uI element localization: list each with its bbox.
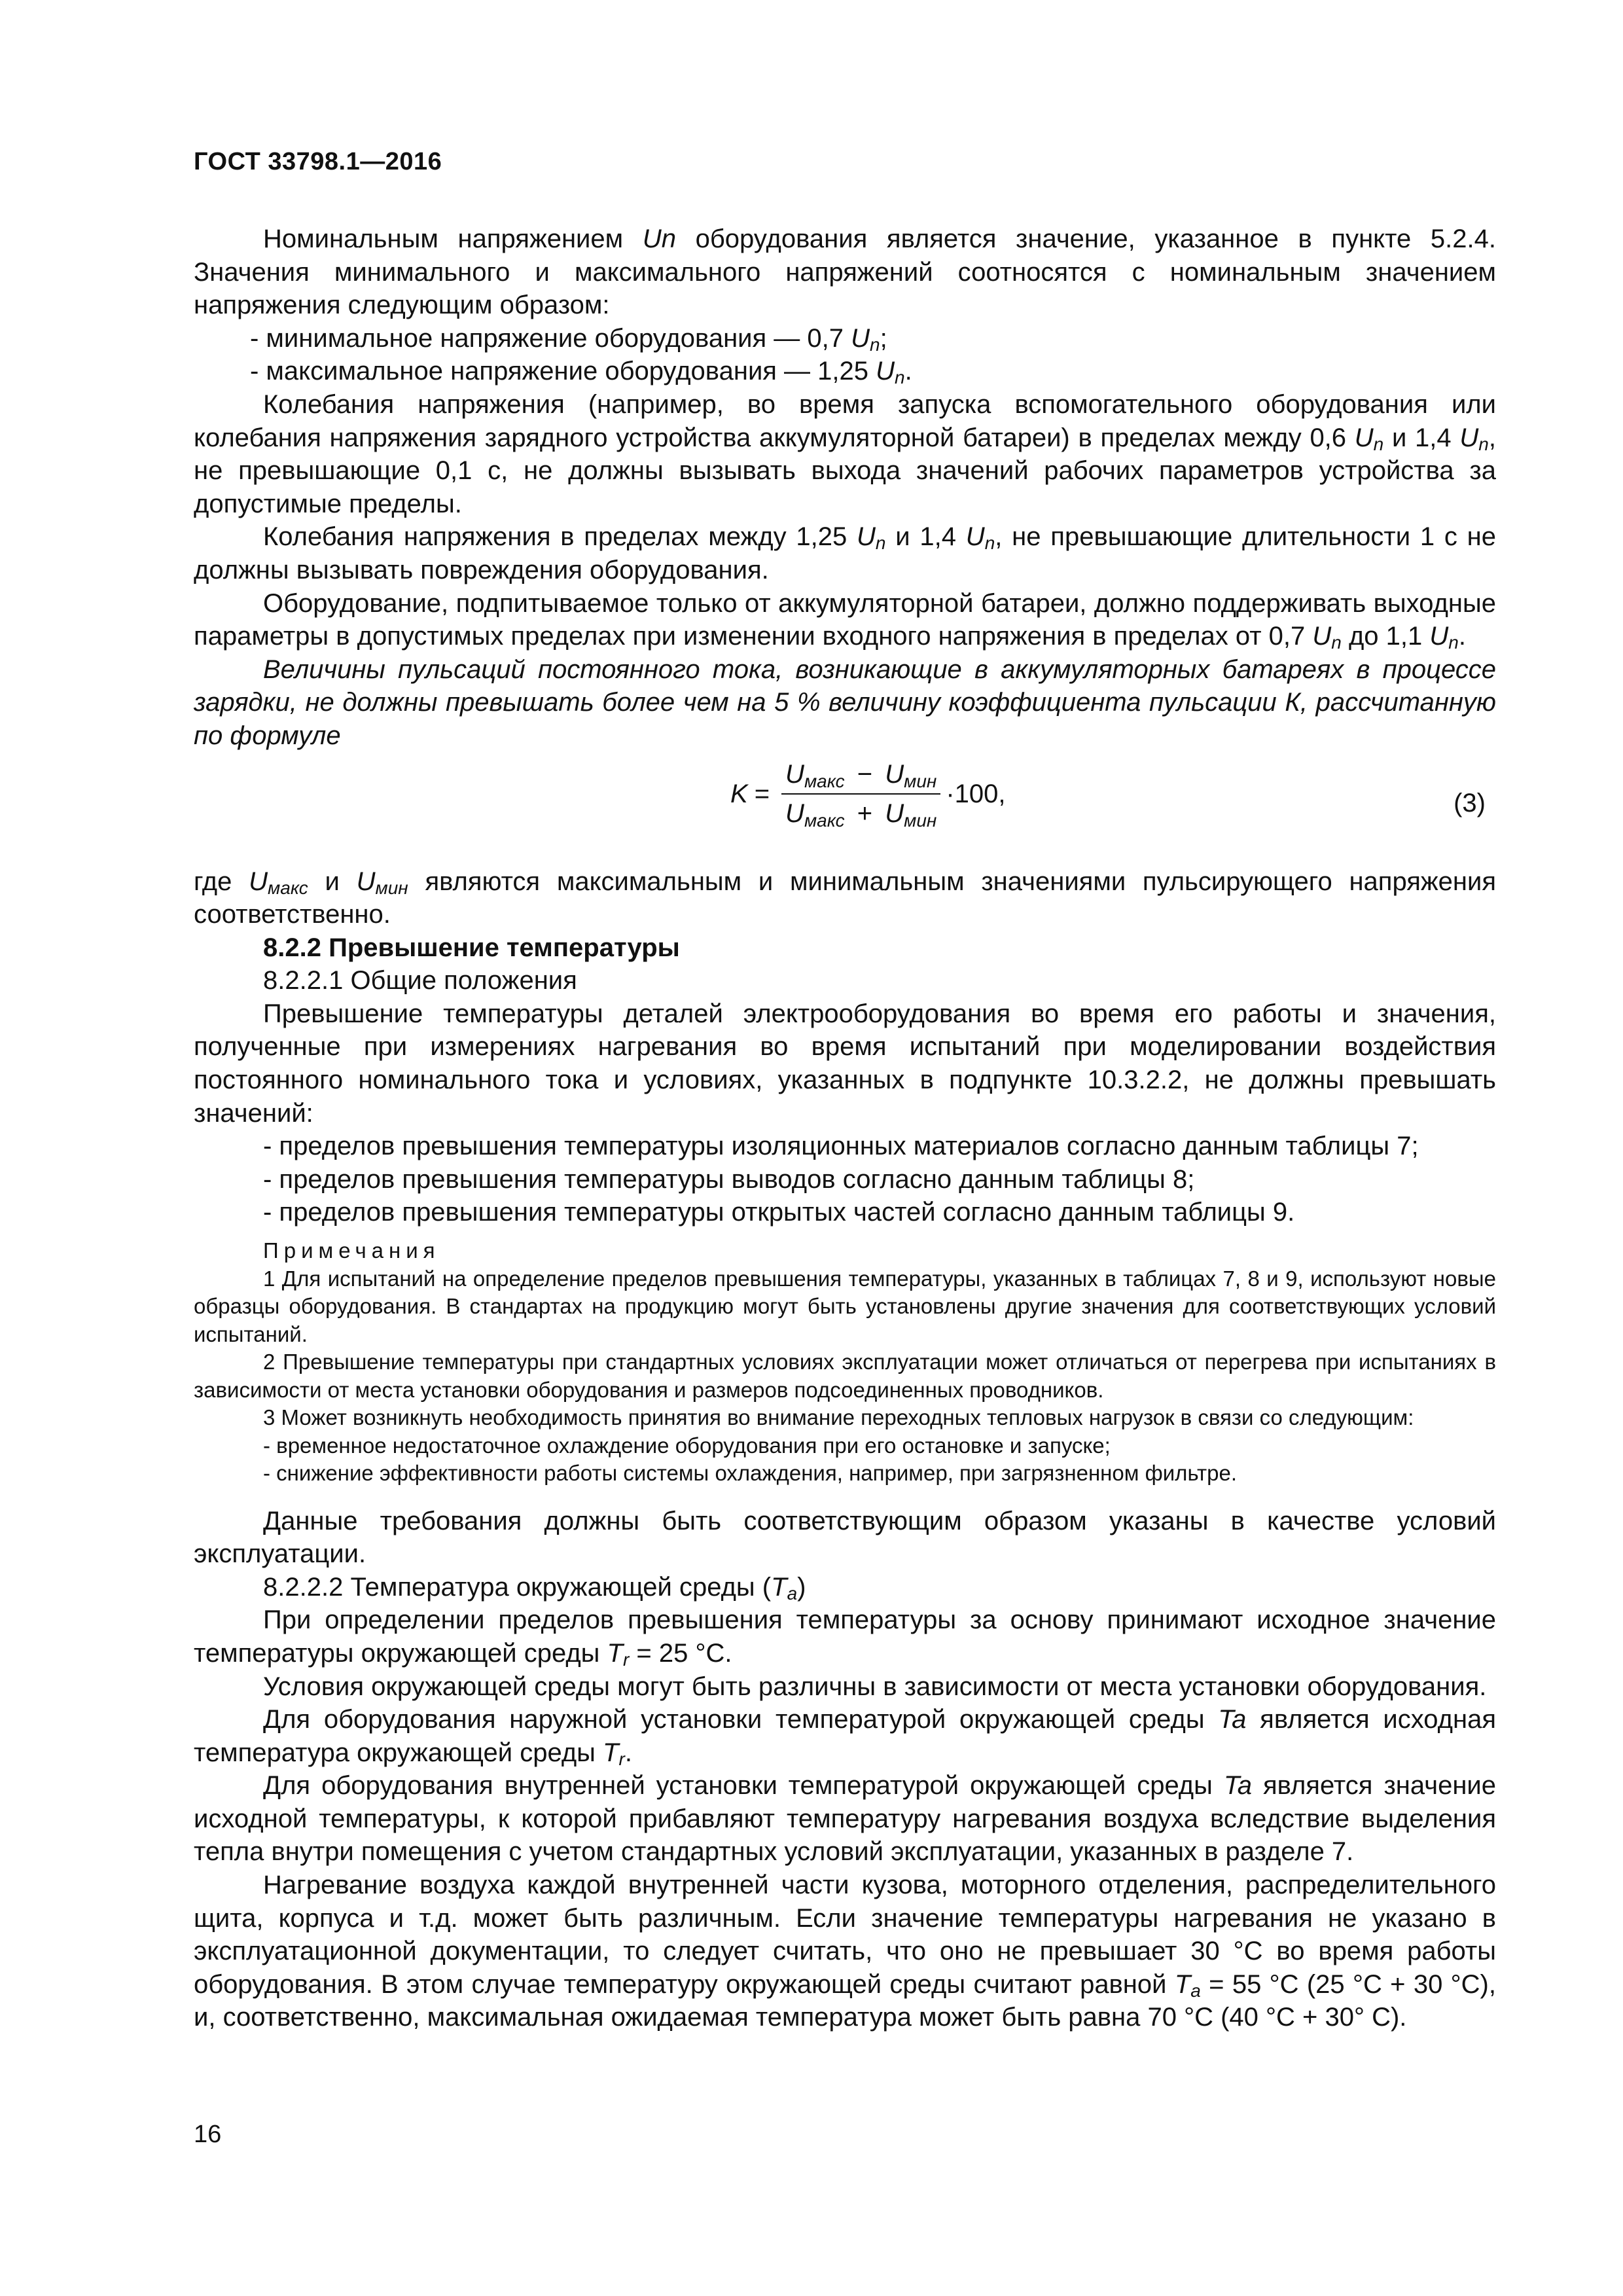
paragraph: Колебания напряжения в пределах между 1,25 $U_n$ и 1,4 $U_n$, не превышающие длительности 1 с не должны вызывать повреждения оборудования. [194,522,1496,584]
paragraph: Превышение температуры деталей электрооборудования во время его работы и значения, полученные при измерениях нагревания во время испытаний при моделировании воздействия постоянного номинального тока и условиях, указанных в подпункте 10.3.2.2, не должны превышать значений: [194,999,1496,1128]
paragraph: При определении пределов превышения температуры за основу принимают исходное значение температуры окружающей среды $T_r = 25$ °C. [194,1605,1496,1670]
document-header: ГОСТ 33798.1—2016 [194,148,442,175]
paragraph-group [194,223,1496,753]
paragraph: Колебания напряжения (например, во время запуска вспомогательного оборудования или колебания напряжения зарядного устройства аккумуляторной батареи) в пределах между 0,6 $U_n$ и 1,4 $U_n$, не превышающие 0,1 с, не должны вызывать выхода значений рабочих параметров устройства за допустимые пределы. [194,389,1496,518]
formula-number: (3) [1454,788,1486,817]
paragraph: Для оборудования внутренней установки температурой окружающей среды Ta является значение исходной температуры, к которой прибавляют температуру нагревания воздуха вследствие выделения тепла внутри помещения с учетом стандартных условий эксплуатации, указанных в разделе 7. [194,1771,1497,1867]
paragraph: 8.2.2 Превышение температуры [263,933,680,962]
paragraph: Номинальным напряжением Un оборудования является значение, указанное в пункте 5.2.4. Значения минимального и максимального напряжений соотносятся с номинальным значением напряжения следующим образом: [194,224,1496,320]
paragraph: Нагревание воздуха каждой внутренней части кузова, моторного отделения, распределительного щита, корпуса и т.д. может быть различным. Если значение температуры нагревания не указано в эксплуатационной документации, то следует считать, что оно не превышает 30 °C во время работы оборудования. В этом случае температуру окружающей среды считают равной $T_a = 55$ °C (25 °C + 30 °C), и, соответственно, максимальная ожидаемая температура может быть равна 70 °C (40 °C + 30° C). [194,1871,1496,2032]
paragraph-group [194,865,1496,1230]
formula-multiplier: ·100, [946,779,1006,808]
formula-block [194,755,1496,853]
paragraph: - пределов превышения температуры выводов согласно данным таблицы 8; [263,1164,1195,1194]
formula-equals: = [754,779,770,808]
formula-numerator: $U_{макс} - U_{мин}$ [781,758,940,795]
notes-title: Примечания [263,1238,440,1263]
formula-lhs: K [730,779,748,808]
paragraph: Оборудование, подпитываемое только от аккумуляторной батареи, должно поддерживать выходные параметры в допустимых пределах при изменении входного напряжения в пределах от 0,7 $U_n$ до 1,1 $U_n$. [194,588,1496,653]
paragraph: 8.2.2.2 Температура окружающей среды $(T_a)$ [263,1572,806,1604]
note-item: 1 Для испытаний на определение пределов превышения температуры, указанных в таблицах 7, 8 и 9, используют новые образцы оборудования. В стандартах на продукцию могут быть установлены другие значения для соответствующих условий испытаний. [194,1266,1496,1346]
ripple-formula [730,758,1005,831]
paragraph: где $U_{макс}$ и $U_{мин}$ являются максимальным и минимальным значениями пульсирующего напряжения соответственно. [194,867,1497,929]
note-item: - временное недостаточное охлаждение оборудования при его остановке и запуске; [263,1433,1111,1458]
note-item: - снижение эффективности работы системы охлаждения, например, при загрязненном фильтре. [263,1461,1238,1486]
paragraph: Величины пульсаций постоянного тока, возникающие в аккумуляторных батареях в процессе зарядки, не должны превышать более чем на 5 % величину коэффициента пульсации К, рассчитанную по формуле [194,655,1496,750]
paragraph: - пределов превышения температуры открытых частей согласно данным таблицы 9. [263,1198,1295,1227]
paragraph: - минимальное напряжение оборудования — 0,7 $U_n$; [250,323,887,355]
paragraph: - максимальное напряжение оборудования — 1,25 $U_n$. [250,357,912,388]
paragraph: Для оборудования наружной установки температурой окружающей среды Ta является исходная температура окружающей среды $T_r$. [194,1705,1497,1769]
paragraph-group [194,1505,1496,2035]
paragraph: 8.2.2.1 Общие положения [263,966,577,996]
document-body [194,223,1496,2034]
formula-fraction [781,758,940,831]
note-item: 3 Может возникнуть необходимость принятия во внимание переходных тепловых нагрузок в связи со следующим: [263,1405,1414,1430]
paragraph: Данные требования должны быть соответствующим образом указаны в качестве условий эксплуатации. [194,1506,1496,1569]
notes-block [194,1237,1496,1488]
formula-denominator: $U_{макс} + U_{мин}$ [785,799,937,831]
page-number: 16 [194,2121,222,2148]
paragraph: Условия окружающей среды могут быть различны в зависимости от места установки оборудования. [263,1672,1487,1701]
note-item: 2 Превышение температуры при стандартных условиях эксплуатации может отличаться от перегрева при испытаниях в зависимости от места установки оборудования и размеров подсоединенных проводников. [194,1350,1496,1402]
paragraph: - пределов превышения температуры изоляционных материалов согласно данным таблицы 7; [263,1132,1419,1161]
